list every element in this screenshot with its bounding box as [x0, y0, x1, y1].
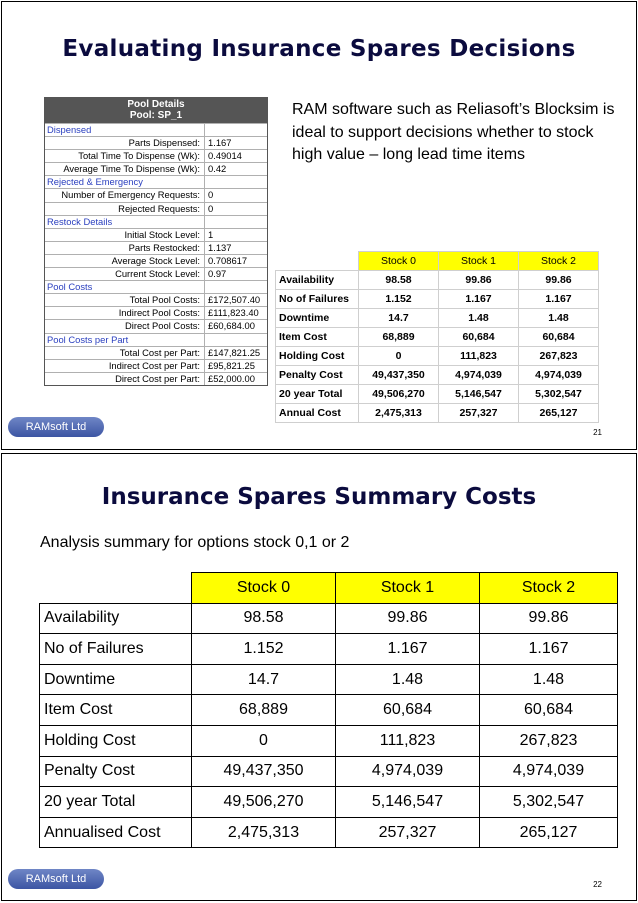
- table-cell: 1.167: [439, 290, 519, 309]
- table-cell: 0: [192, 725, 336, 756]
- pool-row-label: Pool Costs per Part: [47, 333, 129, 345]
- stock-comparison-table: [39, 572, 618, 848]
- pool-row-label: Parts Restocked:: [45, 242, 205, 254]
- table-cell: 99.86: [519, 271, 599, 290]
- row-label: 20 year Total: [40, 787, 192, 818]
- pool-header: [45, 98, 267, 123]
- pool-row-label: Dispensed: [47, 124, 92, 135]
- slide-subtitle: Analysis summary for options stock 0,1 or 2: [40, 534, 350, 551]
- table-row: [40, 756, 618, 787]
- pool-row-label: Rejected & Emergency: [47, 176, 143, 188]
- table-row: [276, 347, 599, 366]
- pool-row: [45, 293, 267, 306]
- pool-row: [45, 267, 267, 280]
- pool-row: [45, 149, 267, 162]
- table-cell: 1.48: [439, 309, 519, 328]
- column-header: Stock 0: [192, 573, 336, 604]
- pool-row: [45, 372, 267, 385]
- table-cell: 1.167: [519, 290, 599, 309]
- pool-row-value: 0: [208, 189, 214, 201]
- table-row: [40, 664, 618, 695]
- row-label: No of Failures: [276, 290, 359, 309]
- pool-row-label: Direct Cost per Part:: [45, 373, 205, 385]
- table-cell: 4,974,039: [519, 366, 599, 385]
- table-row: [40, 695, 618, 726]
- pool-row-value: 0.97: [208, 268, 227, 280]
- row-label: 20 year Total: [276, 385, 359, 404]
- corner-cell: [276, 252, 359, 271]
- table-cell: 60,684: [480, 695, 618, 726]
- table-row: [40, 725, 618, 756]
- pool-header-name: Pool: SP_1: [129, 110, 183, 121]
- table-cell: 2,475,313: [359, 404, 439, 423]
- table-row: [40, 603, 618, 634]
- table-cell: 49,506,270: [192, 787, 336, 818]
- table-cell: 1.48: [336, 664, 480, 695]
- pool-row-value: 1: [208, 228, 214, 240]
- table-row: [40, 634, 618, 665]
- pool-row: [45, 346, 267, 359]
- pool-row-value: 0.49014: [208, 150, 242, 162]
- pool-row: [45, 319, 267, 332]
- table-cell: 1.167: [336, 634, 480, 665]
- table-cell: 111,823: [336, 725, 480, 756]
- table-cell: 267,823: [519, 347, 599, 366]
- row-label: Item Cost: [276, 328, 359, 347]
- pool-row-value: £111,823.40: [208, 307, 259, 319]
- table-cell: 257,327: [336, 817, 480, 848]
- table-cell: 1.152: [359, 290, 439, 309]
- row-label: Downtime: [276, 309, 359, 328]
- table-cell: 5,302,547: [480, 787, 618, 818]
- table-row: [40, 817, 618, 848]
- pool-row: [45, 241, 267, 254]
- pool-section-header: [45, 215, 267, 228]
- pool-header-title: Pool Details: [127, 99, 185, 110]
- row-label: Holding Cost: [40, 725, 192, 756]
- slide-22: [1, 453, 637, 901]
- row-label: Penalty Cost: [276, 366, 359, 385]
- pool-row: [45, 254, 267, 267]
- pool-section-header: [45, 333, 267, 346]
- row-label: Holding Cost: [276, 347, 359, 366]
- table-cell: 98.58: [359, 271, 439, 290]
- ramsoft-logo: RAMsoft Ltd: [8, 869, 104, 889]
- pool-row-label: Total Time To Dispense (Wk):: [45, 150, 205, 162]
- pool-row-value: £147,821.25: [208, 346, 261, 358]
- pool-row-label: Total Cost per Part:: [45, 347, 205, 359]
- pool-row-label: Indirect Cost per Part:: [45, 360, 205, 372]
- table-cell: 60,684: [519, 328, 599, 347]
- pool-row-value: 0: [208, 202, 214, 214]
- row-label: Annual Cost: [276, 404, 359, 423]
- pool-row-label: Average Time To Dispense (Wk):: [45, 163, 205, 175]
- table-cell: 5,146,547: [336, 787, 480, 818]
- pool-row: [45, 202, 267, 215]
- table-cell: 2,475,313: [192, 817, 336, 848]
- corner-cell: [40, 573, 192, 604]
- column-header: Stock 1: [336, 573, 480, 604]
- pool-row-label: Direct Pool Costs:: [45, 320, 205, 332]
- table-row: [276, 385, 599, 404]
- pool-row-value: 1.167: [208, 137, 232, 149]
- table-cell: 99.86: [480, 603, 618, 634]
- pool-section-header: [45, 280, 267, 293]
- slide-title: Evaluating Insurance Spares Decisions: [62, 36, 576, 62]
- table-cell: 68,889: [192, 695, 336, 726]
- page-number: 22: [593, 880, 602, 889]
- pool-row-value: 1.137: [208, 241, 232, 253]
- row-label: Availability: [40, 603, 192, 634]
- column-header: Stock 2: [480, 573, 618, 604]
- table-cell: 98.58: [192, 603, 336, 634]
- pool-section-header: [45, 123, 267, 136]
- column-header: Stock 2: [519, 252, 599, 271]
- row-label: Penalty Cost: [40, 756, 192, 787]
- table-cell: 4,974,039: [480, 756, 618, 787]
- stock-comparison-table-small: [275, 251, 599, 423]
- table-cell: 99.86: [439, 271, 519, 290]
- table-cell: 60,684: [439, 328, 519, 347]
- table-cell: 265,127: [480, 817, 618, 848]
- table-cell: 14.7: [192, 664, 336, 695]
- table-cell: 99.86: [336, 603, 480, 634]
- table-cell: 49,506,270: [359, 385, 439, 404]
- table-row: [40, 787, 618, 818]
- column-header: Stock 1: [439, 252, 519, 271]
- table-row: [276, 366, 599, 385]
- small-table-body: [276, 271, 599, 423]
- table-cell: 1.152: [192, 634, 336, 665]
- pool-row: [45, 306, 267, 319]
- pool-row-value: £52,000.00: [208, 372, 255, 384]
- table-cell: 68,889: [359, 328, 439, 347]
- table-cell: 49,437,350: [192, 756, 336, 787]
- table-cell: 257,327: [439, 404, 519, 423]
- pool-row-value: £60,684.00: [208, 320, 255, 332]
- pool-section-header: [45, 175, 267, 188]
- table-cell: 265,127: [519, 404, 599, 423]
- table-row: [276, 328, 599, 347]
- table-cell: 4,974,039: [336, 756, 480, 787]
- pool-row: [45, 136, 267, 149]
- pool-row-label: Rejected Requests:: [45, 203, 205, 215]
- pool-row-label: Restock Details: [47, 215, 113, 227]
- slide-title: Insurance Spares Summary Costs: [101, 484, 537, 510]
- slide-21: [1, 1, 637, 450]
- pool-rows: [45, 123, 267, 385]
- row-label: Item Cost: [40, 695, 192, 726]
- ramsoft-logo: RAMsoft Ltd: [8, 417, 104, 437]
- pool-row-label: Parts Dispensed:: [45, 137, 205, 149]
- pool-row-value: 0.708617: [208, 254, 248, 266]
- row-label: Downtime: [40, 664, 192, 695]
- pool-row-label: Indirect Pool Costs:: [45, 307, 205, 319]
- table-cell: 14.7: [359, 309, 439, 328]
- pool-row-label: Number of Emergency Requests:: [45, 189, 205, 201]
- table-cell: 5,146,547: [439, 385, 519, 404]
- column-header: Stock 0: [359, 252, 439, 271]
- table-cell: 5,302,547: [519, 385, 599, 404]
- table-cell: 0: [359, 347, 439, 366]
- table-cell: 1.48: [519, 309, 599, 328]
- table-row: [276, 290, 599, 309]
- pool-row: [45, 359, 267, 372]
- row-label: Availability: [276, 271, 359, 290]
- pool-row-value: £95,821.25: [208, 359, 255, 371]
- table-row: [276, 309, 599, 328]
- table-row: [276, 271, 599, 290]
- table-row: [276, 404, 599, 423]
- table-cell: 111,823: [439, 347, 519, 366]
- pool-row: [45, 188, 267, 201]
- pool-row: [45, 162, 267, 175]
- page-number: 21: [593, 428, 602, 437]
- pool-row-value: 0.42: [208, 163, 227, 175]
- table-cell: 267,823: [480, 725, 618, 756]
- pool-row-label: Initial Stock Level:: [45, 229, 205, 241]
- table-cell: 60,684: [336, 695, 480, 726]
- pool-row-value: £172,507.40: [208, 294, 261, 306]
- table-cell: 1.48: [480, 664, 618, 695]
- summary-table-body: [40, 603, 618, 848]
- description-text: RAM software such as Reliasoft’s Blocksim is ideal to support decisions whether to stock high value – long lead time items: [292, 101, 615, 163]
- row-label: Annualised Cost: [40, 817, 192, 848]
- row-label: No of Failures: [40, 634, 192, 665]
- pool-row-label: Total Pool Costs:: [45, 294, 205, 306]
- table-cell: 4,974,039: [439, 366, 519, 385]
- pool-details-panel: [44, 97, 268, 386]
- table-cell: 49,437,350: [359, 366, 439, 385]
- pool-row-label: Pool Costs: [47, 281, 93, 293]
- pool-row-label: Average Stock Level:: [45, 255, 205, 267]
- pool-row: [45, 228, 267, 241]
- pool-row-label: Current Stock Level:: [45, 268, 205, 280]
- table-cell: 1.167: [480, 634, 618, 665]
